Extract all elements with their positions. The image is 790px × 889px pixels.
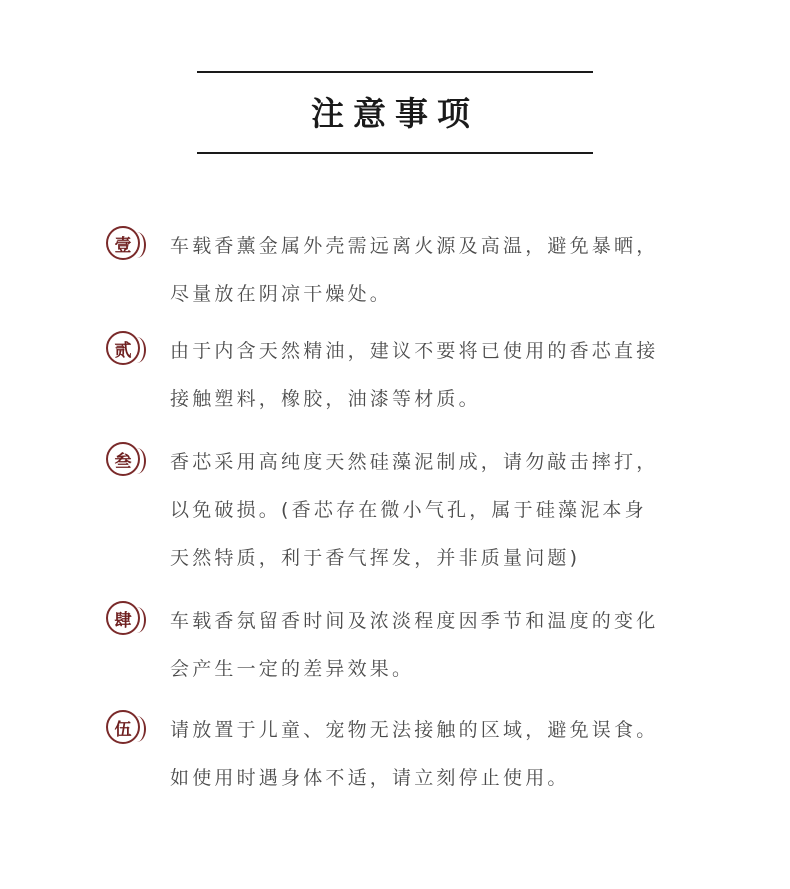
notice-item-1-text <box>170 222 700 318</box>
notice-item-3-line-2: 以免破损。(香芯存在微小气孔，属于硅藻泥本身 <box>170 499 647 521</box>
notice-item-2-line-2: 接触塑料，橡胶，油漆等材质。 <box>170 388 481 410</box>
notice-item-4-line-1: 车载香氛留香时间及浓淡程度因季节和温度的变化 <box>170 610 659 632</box>
notice-item-5-line-2: 如使用时遇身体不适，请立刻停止使用。 <box>170 767 570 789</box>
notice-item-3-line-1: 香芯采用高纯度天然硅藻泥制成，请勿敲击摔打， <box>170 451 659 473</box>
notice-item-1-line-2: 尽量放在阴凉干燥处。 <box>170 283 393 305</box>
numeral-badge-1: 壹 <box>106 226 140 260</box>
numeral-badge-3: 叁 <box>106 442 140 476</box>
page-title: 注意事项 <box>311 94 479 133</box>
badge-1-wrap <box>106 222 152 264</box>
badge-3-wrap <box>106 438 152 480</box>
numeral-badge-2: 贰 <box>106 331 140 365</box>
numeral-badge-5: 伍 <box>106 710 140 744</box>
numeral-badge-4: 肆 <box>106 601 140 635</box>
notice-item-5-line-1: 请放置于儿童、宠物无法接触的区域，避免误食。 <box>170 719 659 741</box>
badge-4-wrap <box>106 597 152 639</box>
notice-item-4-text <box>170 597 700 693</box>
notice-item-2-line-1: 由于内含天然精油，建议不要将已使用的香芯直接 <box>170 340 659 362</box>
notice-item-5-text <box>170 706 700 802</box>
notice-item-3-text <box>170 438 700 582</box>
notice-item-4-line-2: 会产生一定的差异效果。 <box>170 658 415 680</box>
badge-5-wrap <box>106 706 152 748</box>
notice-item-3-line-3: 天然特质，利于香气挥发，并非质量问题) <box>170 547 581 569</box>
badge-2-wrap <box>106 327 152 369</box>
title-top-divider <box>197 71 593 73</box>
notice-item-1-line-1: 车载香薰金属外壳需远离火源及高温，避免暴晒， <box>170 235 659 257</box>
title-bottom-divider <box>197 152 593 154</box>
notice-item-2-text <box>170 327 700 423</box>
